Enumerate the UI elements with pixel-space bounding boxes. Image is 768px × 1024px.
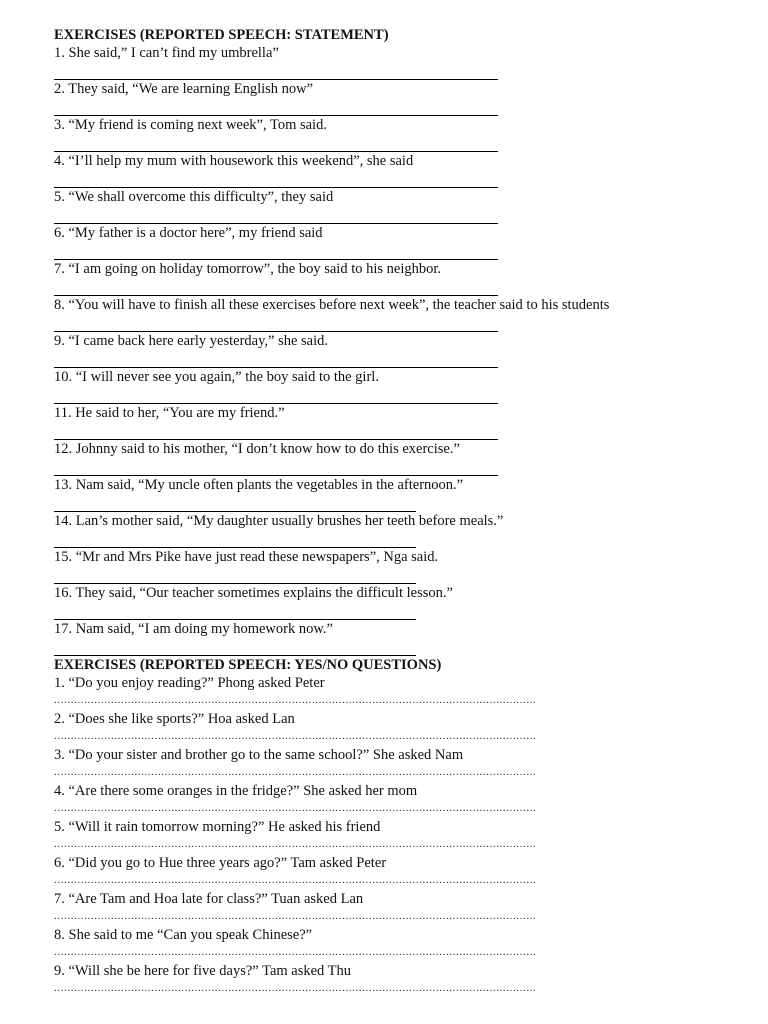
statement-item-6: 6. “My father is a doctor here”, my friend said [54,225,323,241]
answer-line-10 [54,386,498,404]
answer-line-2 [54,98,498,116]
answer-line-7 [54,278,498,296]
answer-line-9 [54,350,498,368]
answer-line-17 [54,638,416,656]
question-item-8: 8. She said to me “Can you speak Chinese?” [54,927,313,943]
question-item-5: 5. “Will it rain tomorrow morning?” He asked his friend [54,819,381,835]
answer-line-1 [54,62,498,80]
answer-line-3 [54,134,498,152]
statement-item-4: 4. “I’ll help my mum with housework this weekend”, she said [54,153,414,169]
statement-item-12: 12. Johnny said to his mother, “I don’t know how to do this exercise.” [54,441,460,457]
statement-item-11: 11. He said to her, “You are my friend.” [54,405,285,421]
section-title-statement: EXERCISES (REPORTED SPEECH: STATEMENT) [54,27,389,43]
answer-line-15 [54,566,416,584]
statement-item-13: 13. Nam said, “My uncle often plants the vegetables in the afternoon.” [54,477,464,493]
section-title-yes-no-questions: EXERCISES (REPORTED SPEECH: YES/NO QUESTIONS) [54,657,442,673]
dotted-answer-line-9: ................................................................................................................................................ [54,982,537,994]
statement-item-14: 14. Lan’s mother said, “My daughter usually brushes her teeth before meals.” [54,513,504,529]
statement-item-8: 8. “You will have to finish all these exercises before next week”, the teacher said to his students [54,297,610,313]
question-item-6: 6. “Did you go to Hue three years ago?” Tam asked Peter [54,855,387,871]
answer-line-5 [54,206,498,224]
question-item-2: 2. “Does she like sports?” Hoa asked Lan [54,711,295,727]
statement-item-16: 16. They said, “Our teacher sometimes explains the difficult lesson.” [54,585,453,601]
dotted-answer-line-7: ................................................................................................................................................ [54,910,537,922]
statement-item-3: 3. “My friend is coming next week”, Tom said. [54,117,327,133]
question-item-1: 1. “Do you enjoy reading?” Phong asked Peter [54,675,325,691]
dotted-answer-line-8: ................................................................................................................................................ [54,946,537,958]
statement-item-7: 7. “I am going on holiday tomorrow”, the boy said to his neighbor. [54,261,442,277]
answer-line-4 [54,170,498,188]
answer-line-6 [54,242,498,260]
statement-item-5: 5. “We shall overcome this difficulty”, they said [54,189,334,205]
answer-line-14 [54,530,416,548]
answer-line-13 [54,494,416,512]
statement-item-17: 17. Nam said, “I am doing my homework now.” [54,621,333,637]
yes-no-exercises [54,674,754,998]
answer-line-12 [54,458,498,476]
dotted-answer-line-1: ................................................................................................................................................ [54,694,537,706]
worksheet [54,26,754,998]
dotted-answer-line-5: ................................................................................................................................................ [54,838,537,850]
statement-item-15: 15. “Mr and Mrs Pike have just read these newspapers”, Nga said. [54,549,439,565]
answer-line-11 [54,422,498,440]
statement-exercises [54,44,754,656]
statement-item-10: 10. “I will never see you again,” the boy said to the girl. [54,369,379,385]
question-item-7: 7. “Are Tam and Hoa late for class?” Tuan asked Lan [54,891,364,907]
question-item-4: 4. “Are there some oranges in the fridge?” She asked her mom [54,783,418,799]
dotted-answer-line-4: ................................................................................................................................................ [54,802,537,814]
question-item-9: 9. “Will she be here for five days?” Tam asked Thu [54,963,352,979]
statement-item-2: 2. They said, “We are learning English now” [54,81,314,97]
dotted-answer-line-6: ................................................................................................................................................ [54,874,537,886]
question-item-3: 3. “Do your sister and brother go to the same school?” She asked Nam [54,747,464,763]
statement-item-1: 1. She said,” I can’t find my umbrella” [54,45,279,61]
answer-line-16 [54,602,416,620]
answer-line-8 [54,314,498,332]
dotted-answer-line-3: ................................................................................................................................................ [54,766,537,778]
dotted-answer-line-2: ................................................................................................................................................ [54,730,537,742]
statement-item-9: 9. “I came back here early yesterday,” she said. [54,333,329,349]
